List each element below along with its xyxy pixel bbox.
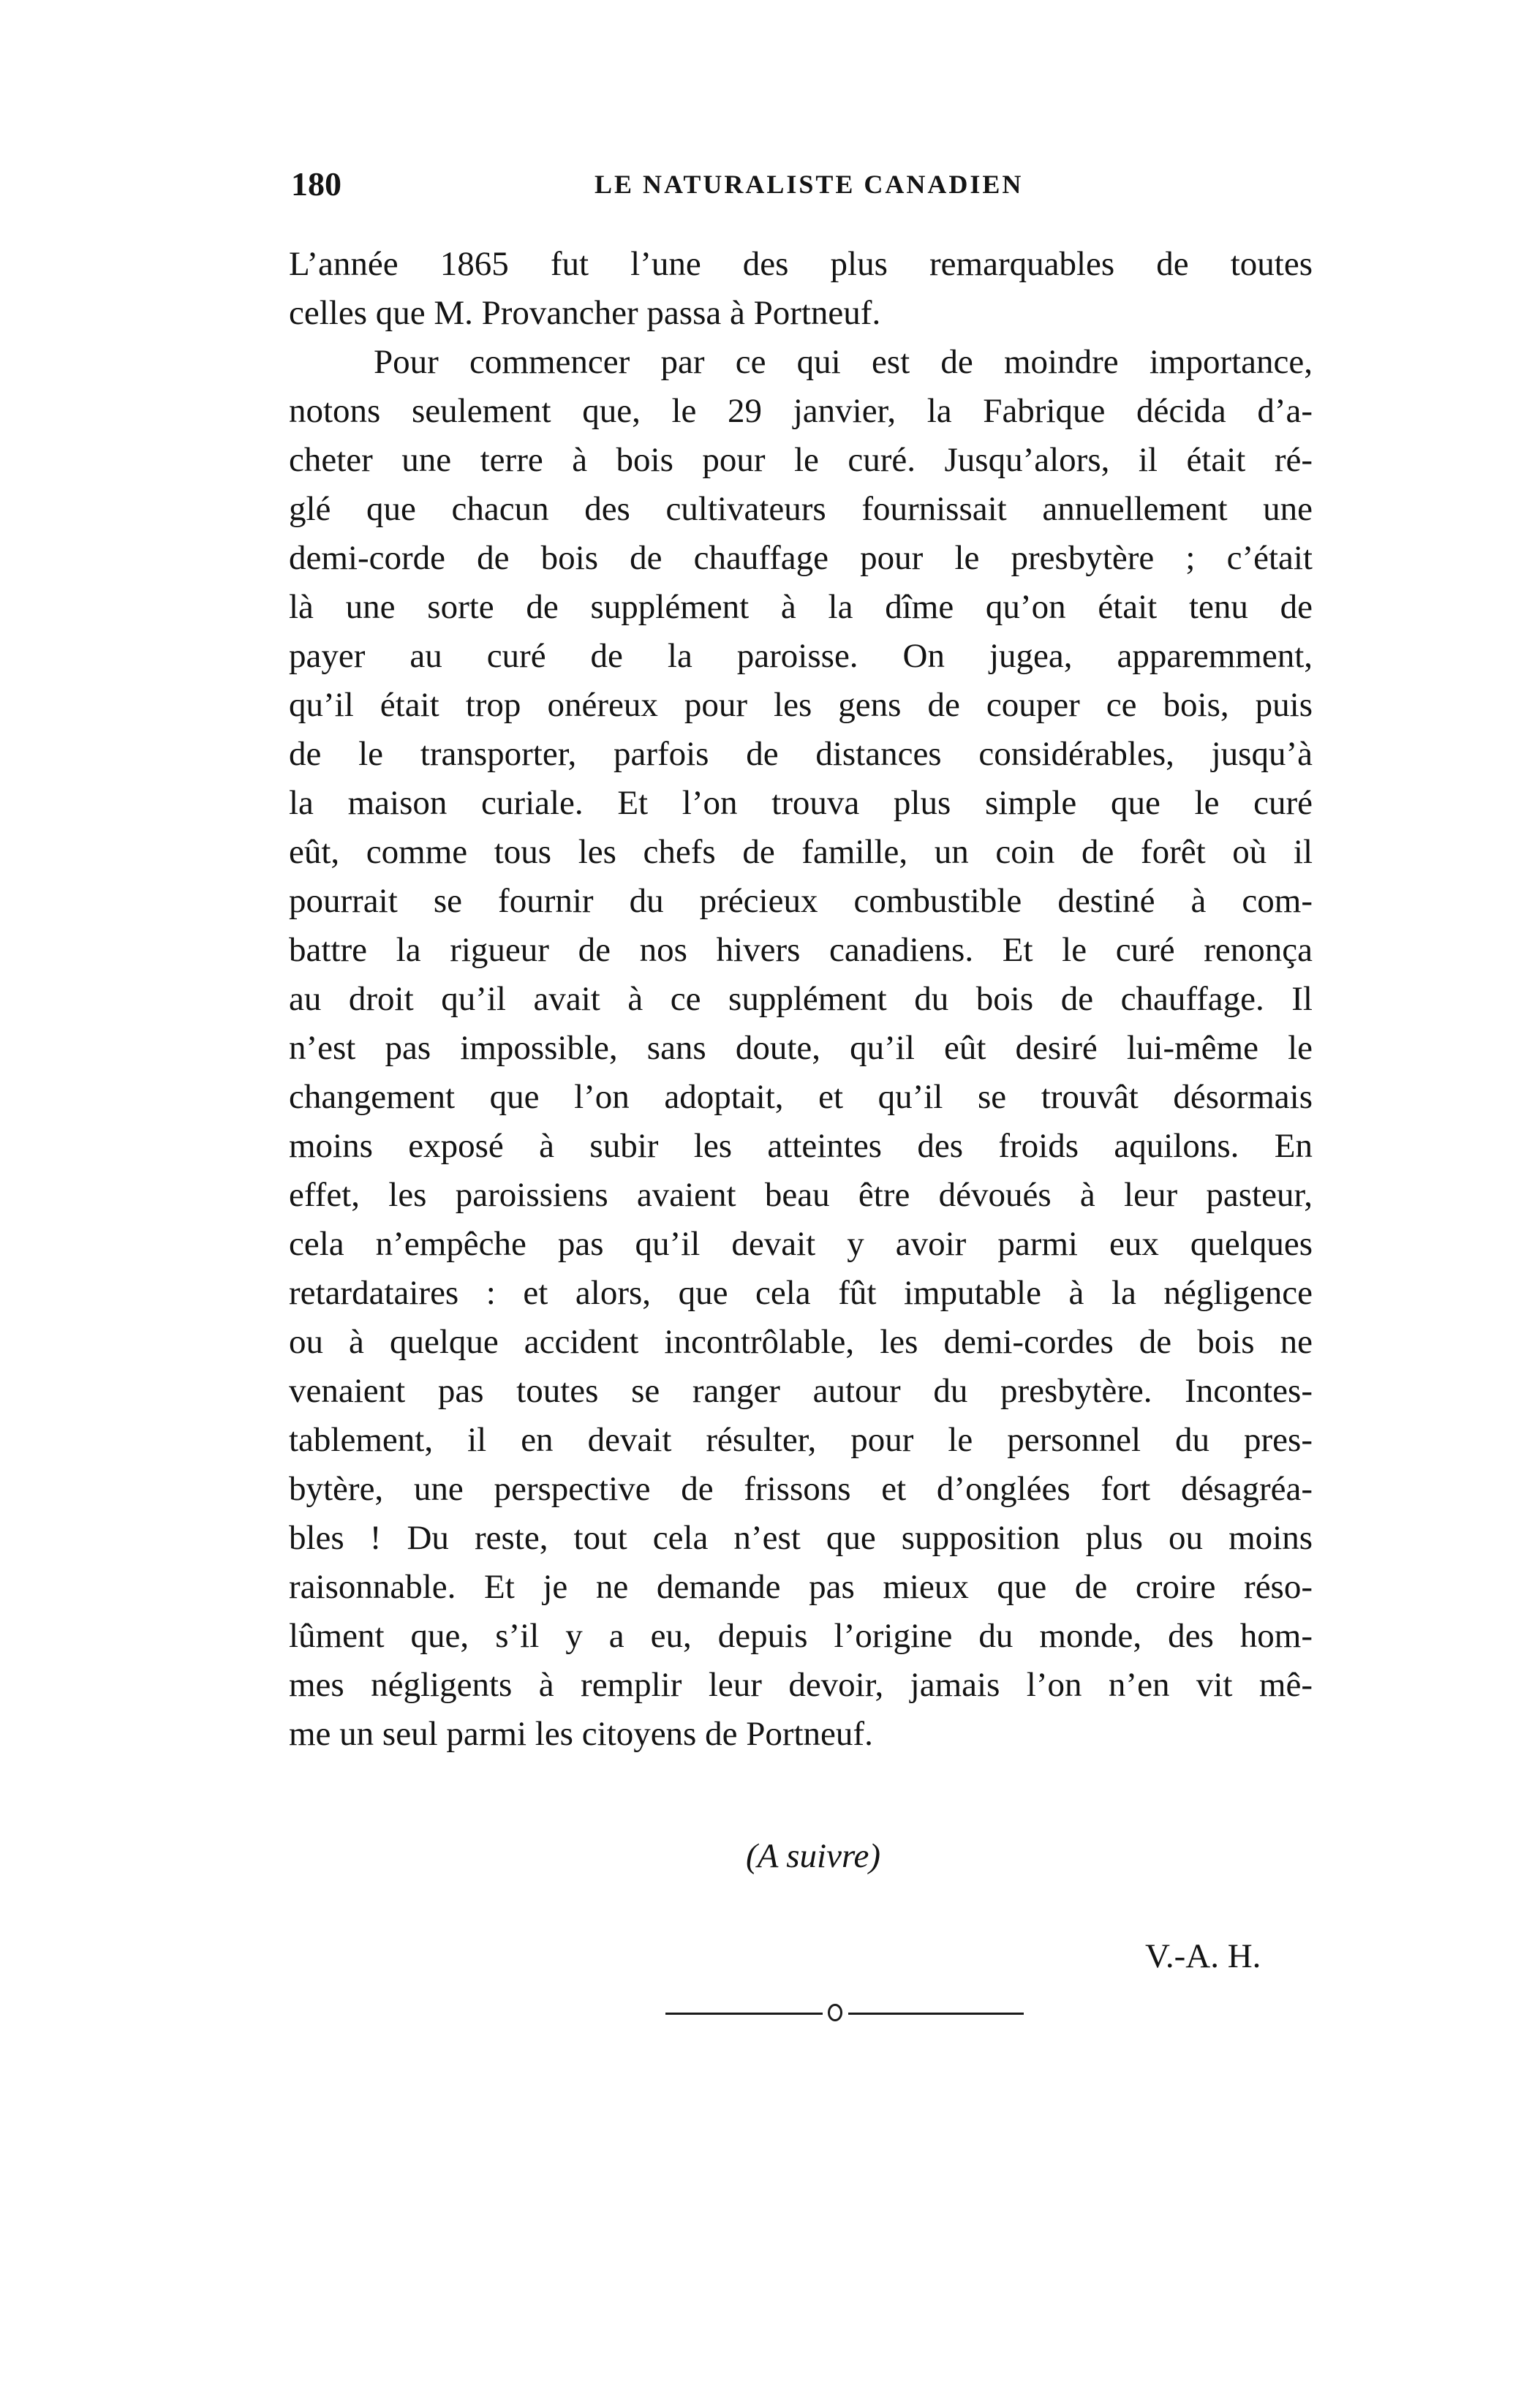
running-title: LE NATURALISTE CANADIEN: [595, 170, 1024, 199]
text-line: celles que M. Provancher passa à Portneuf.: [289, 294, 881, 332]
text-line: cela n’empêche pas qu’il devait y avoir parmi eux quelques: [289, 1225, 1313, 1263]
text-line: notons seulement que, le 29 janvier, la Fabrique décida d’a-: [289, 392, 1313, 430]
continued-note: (A suivre): [746, 1837, 881, 1875]
section-separator: [665, 1991, 1024, 2035]
text-line: cheter une terre à bois pour le curé. Jusqu’alors, il était ré-: [289, 441, 1313, 479]
text-line: lûment que, s’il y a eu, depuis l’origine du monde, des hom-: [289, 1617, 1313, 1655]
page-number: 180: [291, 165, 341, 203]
text-line: au droit qu’il avait à ce supplément du bois de chauffage. Il: [289, 980, 1313, 1018]
text-line: me un seul parmi les citoyens de Portneuf.: [289, 1715, 873, 1753]
separator-circle-icon: [828, 2004, 842, 2021]
text-line: n’est pas impossible, sans doute, qu’il eût desiré lui-même le: [289, 1029, 1313, 1067]
text-line: ou à quelque accident incontrôlable, les demi-cordes de bois ne: [289, 1323, 1313, 1361]
separator-rule-right: [848, 2013, 1024, 2015]
text-line: L’année 1865 fut l’une des plus remarquables de toutes: [289, 245, 1313, 283]
article-body: [289, 240, 1313, 1759]
separator-rule-left: [665, 2013, 823, 2015]
text-line: la maison curiale. Et l’on trouva plus simple que le curé: [289, 784, 1313, 822]
text-line: tablement, il en devait résulter, pour le personnel du pres-: [289, 1421, 1313, 1459]
text-line: demi-corde de bois de chauffage pour le presbytère ; c’était: [289, 539, 1313, 577]
text-line: qu’il était trop onéreux pour les gens de couper ce bois, puis: [289, 686, 1313, 724]
text-line: mes négligents à remplir leur devoir, jamais l’on n’en vit mê-: [289, 1666, 1313, 1704]
text-line: raisonnable. Et je ne demande pas mieux que de croire réso-: [289, 1568, 1313, 1606]
author-signature: V.-A. H.: [1145, 1937, 1261, 1975]
text-line: de le transporter, parfois de distances considérables, jusqu’à: [289, 735, 1313, 773]
text-line: battre la rigueur de nos hivers canadiens. Et le curé renonça: [289, 931, 1313, 969]
text-line: changement que l’on adoptait, et qu’il se trouvât désormais: [289, 1078, 1313, 1116]
text-line: glé que chacun des cultivateurs fournissait annuellement une: [289, 490, 1313, 528]
text-line: bytère, une perspective de frissons et d’onglées fort désagréa-: [289, 1470, 1313, 1508]
text-line: Pour commencer par ce qui est de moindre importance,: [374, 343, 1313, 381]
text-line: payer au curé de la paroisse. On jugea, apparemment,: [289, 637, 1313, 675]
text-line: effet, les paroissiens avaient beau être dévoués à leur pasteur,: [289, 1176, 1313, 1214]
page-header: [291, 162, 1315, 206]
text-line: venaient pas toutes se ranger autour du presbytère. Incontes-: [289, 1372, 1313, 1410]
text-line: là une sorte de supplément à la dîme qu’on était tenu de: [289, 588, 1313, 626]
text-line: bles ! Du reste, tout cela n’est que supposition plus ou moins: [289, 1519, 1313, 1557]
text-line: eût, comme tous les chefs de famille, un coin de forêt où il: [289, 833, 1313, 871]
text-line: retardataires : et alors, que cela fût imputable à la négligence: [289, 1274, 1313, 1312]
text-line: pourrait se fournir du précieux combustible destiné à com-: [289, 882, 1313, 920]
text-line: moins exposé à subir les atteintes des froids aquilons. En: [289, 1127, 1313, 1165]
